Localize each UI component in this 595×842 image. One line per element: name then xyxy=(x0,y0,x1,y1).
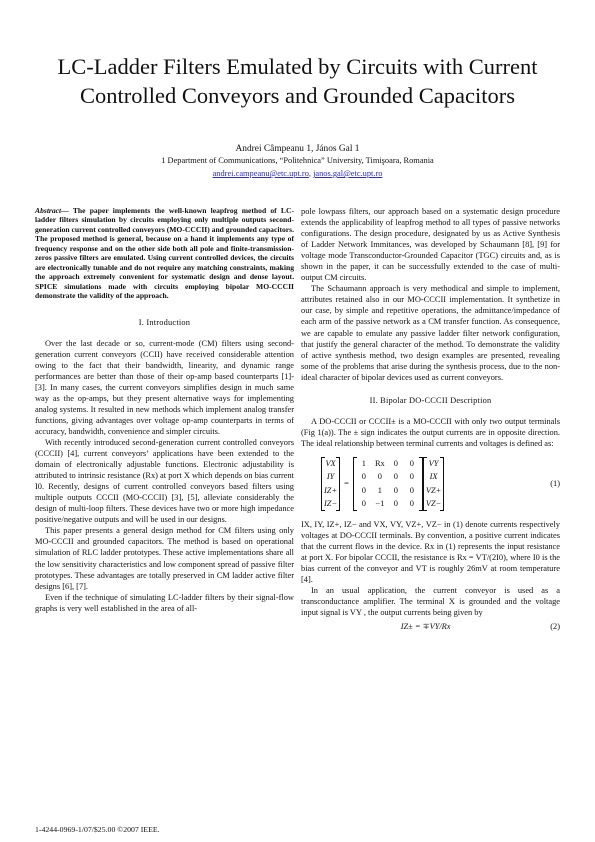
paragraph: Even if the technique of simulating LC-ladder filters by their signal-flow graphs is very well established in the area of all- xyxy=(35,592,294,613)
equation-number: (2) xyxy=(550,622,560,632)
abstract-label: Abstract xyxy=(35,206,62,215)
abstract xyxy=(35,206,294,301)
paragraph: This paper presents a general design method for CM filters using only MO-CCCII and grounded capacitors. The method is based on operational simulation of RLC ladder prototypes. These active implementations share all the low sensitivity characteristics and low component spread of passive filter prototypes. These advantages are totally preserved in CM ladder active filter designs [6], [7]. xyxy=(35,526,294,591)
paragraph: IX, IY, IZ+, IZ− and VX, VY, VZ+, VZ− in (1) denote currents respectively voltages at DO-CCCII terminals. By convention, a positive current indicates that the current flows in the device. Rx in (1) represents the input resistance at port X. For bipolar CCCII, the resistance is Rx = VT/(2I0), where I0 is the bias current of the conveyor and VT is roughly 26mV at room temperature [4]. xyxy=(301,519,560,585)
emails: andrei.campeanu@etc.upt.ro, janos.gal@etc.upt.ro xyxy=(212,169,383,178)
affiliation: 1 Department of Communications, “Politehnica” University, Timişoara, Romania xyxy=(161,156,434,165)
lhs-vector: VX IY IZ+ IZ− xyxy=(321,457,340,511)
equation-expression: IZ± = ∓VY/Rx xyxy=(400,622,451,632)
abstract-text: — The paper implements the well-known leapfrog method of LC-ladder filters simulation by circuits employing only multiple outputs second-generation current controlled conveyors (MO-CCCII) and grounded capacitors. The proposed method is general, because on a hand it implements any type of frequency response and on the other side both all pole and finite-transmission-zeros passive filters are emulated. Using current controlled devices, the circuits are electronically tunable and do not require any matching constraints, making the approach extremely convenient for systematic design and dense layout. SPICE simulations made with circuits employing bipolar MO-CCCII demonstrate the validity of the approach. xyxy=(35,206,295,301)
paragraph: A DO-CCCII or CCCII± is a MO-CCCII with only two output terminals (Fig 1(a)). The ± sign indicates the output currents are in opposite direction. The ideal relationship between terminal currents and voltages is defined as: xyxy=(301,416,560,448)
equation-1: VX IY IZ+ IZ− = 1 Rx 0 0 0 0 0 0 0 1 0 0 0 −1 0 0 VY IX VZ+ VZ− (1) xyxy=(321,453,560,515)
email-link[interactable]: andrei.campeanu@etc.upt.ro xyxy=(212,169,309,178)
copyright-footer: 1-4244-0969-1/07/$25.00 ©2007 IEEE. xyxy=(35,825,160,834)
paragraph: With recently introduced second-generation current controlled conveyors (CCCII) [4], current conveyors’ applications have been extended to the domain of electronically adjustable functions. Electronic adjustability is attributed to intrinsic resistance (Rx) at port X which depends on bias current I0. Recently, designs of current controlled conveyors based filters using multiple outputs CCCII (MO-CCCII) [3], [5], alleviate considerably the design of multi-loop filters. These devices have two or more high impedance positive/negative outputs and will be used in our designs. xyxy=(35,438,294,525)
right-column xyxy=(301,206,560,638)
paragraph: The Schaumann approach is very methodical and simple to implement, attributes retained also in our MO-CCCII implementation. It synthetize in our case, by simple and repetitive operations, the admittance/impedance of each arm of the passive network as a CM transfer function. As consequence, we are capable to emulate any passive ladder filter network configuration, that justify the general character of the method. To demonstrate the validity of active synthesis method, two design examples are presented, revealing some of the problems that arise during the synthesis process, due to the non-ideal character of bipolar devices used as current conveyors. xyxy=(301,284,560,382)
equation-2 xyxy=(301,621,560,632)
paragraph: pole lowpass filters, our approach based on a systematic design procedure extends the applicability of leapfrog method to all types of passive networks configurations. The design procedure, designated by us as Active Synthesis of Ladder Network Immitances, was developed by Schaumann [8], [9] for voltage mode Transconductor-Grounded Capacitor (TGC) circuits and, as is shown in the paper, it can be successfully extended to the case of multi-output CM circuits. xyxy=(301,207,560,283)
left-column xyxy=(35,206,294,614)
section-heading: II. Bipolar DO-CCCII Description xyxy=(369,395,492,405)
email-link[interactable]: janos.gal@etc.upt.ro xyxy=(313,169,383,178)
rhs-vector: VY IX VZ+ VZ− xyxy=(423,457,444,511)
section-heading: I. Introduction xyxy=(138,317,191,327)
authors: Andrei Câmpeanu 1, János Gal 1 xyxy=(235,144,360,154)
equation-number: (1) xyxy=(550,479,560,489)
paragraph: In an usual application, the current conveyor is used as a transconductance amplifier. The terminal X is grounded and the voltage input signal is VY , the output currents being given by xyxy=(301,586,560,618)
paper-title: LC-Ladder Filters Emulated by Circuits with Current Controlled Conveyors and Grounded Capacitors xyxy=(57,54,538,108)
coefficient-matrix: 1 Rx 0 0 0 0 0 0 0 1 0 0 0 −1 0 0 xyxy=(353,457,423,511)
paragraph: Over the last decade or so, current-mode (CM) filters using second-generation current conveyors (CCII) have received considerable attention owing to the fact that their bandwidth, linearity, and dynamic range performances are better than those of their op-amp based counterparts [1]-[3]. In many cases, the current conveyors simplifies design in much same way as the op-amps, but they present alternative ways for implementing analog systems. It resulted in new methods which implement analog transfer functions, giving advantages over voltage op-amp counterparts in terms of accuracy, bandwidth, convenience and simpler circuits. xyxy=(35,338,294,436)
